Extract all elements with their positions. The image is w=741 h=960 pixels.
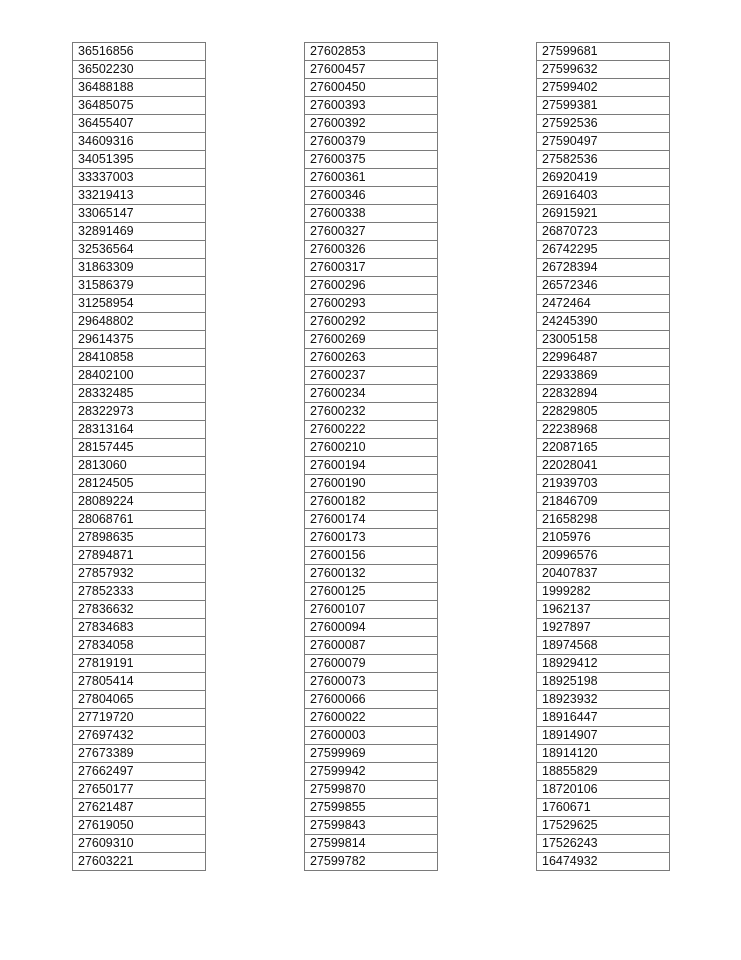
table-cell: 24245390	[537, 313, 670, 331]
table-row	[73, 43, 206, 61]
table-row	[73, 853, 206, 871]
table-row	[73, 709, 206, 727]
table-row	[537, 655, 670, 673]
table-row	[305, 781, 438, 799]
table-row	[537, 151, 670, 169]
table-cell: 27600317	[305, 259, 438, 277]
table-row	[305, 385, 438, 403]
table-cell: 36516856	[73, 43, 206, 61]
table-row	[305, 457, 438, 475]
table-row	[537, 205, 670, 223]
table-row	[73, 835, 206, 853]
table-row	[305, 295, 438, 313]
table-cell: 21658298	[537, 511, 670, 529]
table-row	[537, 763, 670, 781]
table-row	[537, 547, 670, 565]
table-cell: 28313164	[73, 421, 206, 439]
table-row	[73, 223, 206, 241]
table-row	[305, 223, 438, 241]
table-row	[537, 187, 670, 205]
table-cell: 1999282	[537, 583, 670, 601]
table-row	[305, 601, 438, 619]
table-cell: 27600379	[305, 133, 438, 151]
table-row	[73, 565, 206, 583]
table-row	[305, 763, 438, 781]
table-cell: 27599969	[305, 745, 438, 763]
table-row	[305, 835, 438, 853]
table-row	[305, 511, 438, 529]
table-cell: 32891469	[73, 223, 206, 241]
table-row	[305, 691, 438, 709]
table-cell: 26920419	[537, 169, 670, 187]
table-cell: 27599681	[537, 43, 670, 61]
table-row	[305, 349, 438, 367]
table-cell: 22933869	[537, 367, 670, 385]
table-row	[73, 673, 206, 691]
table-cell: 26742295	[537, 241, 670, 259]
table-cell: 22087165	[537, 439, 670, 457]
table-row	[73, 151, 206, 169]
table-row	[73, 439, 206, 457]
table-row	[73, 799, 206, 817]
table-cell: 27836632	[73, 601, 206, 619]
table-row	[537, 421, 670, 439]
table-row	[305, 61, 438, 79]
table-row	[305, 547, 438, 565]
table-cell: 27898635	[73, 529, 206, 547]
table-cell: 28124505	[73, 475, 206, 493]
table-cell: 27600003	[305, 727, 438, 745]
table-row	[537, 781, 670, 799]
table-row	[305, 655, 438, 673]
table-cell: 26728394	[537, 259, 670, 277]
table-row	[537, 133, 670, 151]
table-row	[537, 637, 670, 655]
table-cell: 21846709	[537, 493, 670, 511]
table-cell: 27600237	[305, 367, 438, 385]
table-row	[537, 799, 670, 817]
table-row	[537, 115, 670, 133]
table-row	[305, 331, 438, 349]
table-cell: 27600094	[305, 619, 438, 637]
table-row	[537, 403, 670, 421]
table-cell: 31586379	[73, 277, 206, 295]
table-row	[537, 61, 670, 79]
table-cell: 28332485	[73, 385, 206, 403]
table-row	[305, 799, 438, 817]
table-row	[537, 835, 670, 853]
table-cell: 22996487	[537, 349, 670, 367]
table-cell: 36488188	[73, 79, 206, 97]
table-row	[305, 475, 438, 493]
table-row	[73, 169, 206, 187]
table-row	[73, 601, 206, 619]
table-row	[305, 151, 438, 169]
table-row	[305, 205, 438, 223]
table-cell: 27599782	[305, 853, 438, 871]
table-row	[537, 367, 670, 385]
table-row	[305, 115, 438, 133]
table-cell: 16474932	[537, 853, 670, 871]
table-row	[73, 763, 206, 781]
table-row	[305, 241, 438, 259]
table-row	[73, 349, 206, 367]
table-row	[537, 295, 670, 313]
table-cell: 27662497	[73, 763, 206, 781]
table-row	[537, 439, 670, 457]
table-cell: 27592536	[537, 115, 670, 133]
table-cell: 2105976	[537, 529, 670, 547]
table-cell: 2472464	[537, 295, 670, 313]
table-row	[73, 475, 206, 493]
table-cell: 18916447	[537, 709, 670, 727]
table-cell: 27621487	[73, 799, 206, 817]
table-row	[73, 403, 206, 421]
table-row	[537, 475, 670, 493]
table-cell: 18974568	[537, 637, 670, 655]
table-cell: 27600173	[305, 529, 438, 547]
table-row	[537, 565, 670, 583]
table-row	[73, 781, 206, 799]
table-row	[537, 349, 670, 367]
table-cell: 27599855	[305, 799, 438, 817]
table-cell: 27834683	[73, 619, 206, 637]
table-row	[537, 313, 670, 331]
table-cell: 1962137	[537, 601, 670, 619]
table-cell: 27673389	[73, 745, 206, 763]
table-cell: 27602853	[305, 43, 438, 61]
table-cell: 27852333	[73, 583, 206, 601]
table-row	[73, 133, 206, 151]
table-row	[73, 115, 206, 133]
table-row	[537, 79, 670, 97]
table-row	[73, 727, 206, 745]
table-row	[73, 205, 206, 223]
table-row	[537, 619, 670, 637]
table-cell: 27600234	[305, 385, 438, 403]
table-cell: 27719720	[73, 709, 206, 727]
table-cell: 27804065	[73, 691, 206, 709]
table-cell: 27600194	[305, 457, 438, 475]
table-cell: 27600066	[305, 691, 438, 709]
table-cell: 36502230	[73, 61, 206, 79]
table-cell: 27600232	[305, 403, 438, 421]
table-row	[73, 259, 206, 277]
table-cell: 27600125	[305, 583, 438, 601]
table-cell: 18929412	[537, 655, 670, 673]
table-row	[305, 313, 438, 331]
table-cell: 31863309	[73, 259, 206, 277]
table-cell: 27599402	[537, 79, 670, 97]
table-cell: 26870723	[537, 223, 670, 241]
table-row	[73, 745, 206, 763]
table-cell: 27599870	[305, 781, 438, 799]
table-cell: 27619050	[73, 817, 206, 835]
table-row	[305, 133, 438, 151]
table-cell: 27600087	[305, 637, 438, 655]
table-row	[305, 277, 438, 295]
table-row	[305, 79, 438, 97]
table-cell: 34051395	[73, 151, 206, 169]
table-cell: 27600375	[305, 151, 438, 169]
table-row	[73, 367, 206, 385]
table-cell: 27600327	[305, 223, 438, 241]
table-cell: 27600326	[305, 241, 438, 259]
table-cell: 27600361	[305, 169, 438, 187]
table-row	[73, 421, 206, 439]
number-table-column-1	[72, 42, 206, 871]
table-cell: 27834058	[73, 637, 206, 655]
table-cell: 26916403	[537, 187, 670, 205]
table-cell: 36455407	[73, 115, 206, 133]
table-cell: 27600073	[305, 673, 438, 691]
table-cell: 27600293	[305, 295, 438, 313]
table-row	[73, 187, 206, 205]
table-cell: 21939703	[537, 475, 670, 493]
table-cell: 27590497	[537, 133, 670, 151]
table-cell: 22028041	[537, 457, 670, 475]
table-row	[73, 277, 206, 295]
table-row	[305, 727, 438, 745]
table-row	[73, 61, 206, 79]
table-row	[537, 529, 670, 547]
table-cell: 26572346	[537, 277, 670, 295]
table-cell: 27600174	[305, 511, 438, 529]
table-row	[305, 853, 438, 871]
table-cell: 18925198	[537, 673, 670, 691]
table-cell: 27805414	[73, 673, 206, 691]
table-row	[305, 673, 438, 691]
table-cell: 27600210	[305, 439, 438, 457]
table-cell: 27600450	[305, 79, 438, 97]
table-row	[305, 187, 438, 205]
table-cell: 2813060	[73, 457, 206, 475]
table-cell: 27600107	[305, 601, 438, 619]
table-row	[537, 817, 670, 835]
table-cell: 27599843	[305, 817, 438, 835]
table-row	[537, 583, 670, 601]
table-row	[73, 79, 206, 97]
table-cell: 27600156	[305, 547, 438, 565]
table-row	[537, 43, 670, 61]
table-row	[305, 421, 438, 439]
table-cell: 22238968	[537, 421, 670, 439]
table-cell: 28089224	[73, 493, 206, 511]
table-cell: 18914120	[537, 745, 670, 763]
table-cell: 27600182	[305, 493, 438, 511]
table-cell: 27600296	[305, 277, 438, 295]
table-cell: 1760671	[537, 799, 670, 817]
table-row	[537, 331, 670, 349]
table-cell: 1927897	[537, 619, 670, 637]
table-row	[537, 511, 670, 529]
table-row	[305, 529, 438, 547]
table-cell: 18923932	[537, 691, 670, 709]
table-row	[73, 529, 206, 547]
table-cell: 27600393	[305, 97, 438, 115]
table-cell: 27599632	[537, 61, 670, 79]
table-row	[305, 259, 438, 277]
table-row	[73, 313, 206, 331]
table-row	[537, 223, 670, 241]
table-cell: 36485075	[73, 97, 206, 115]
table-row	[73, 655, 206, 673]
table-row	[537, 673, 670, 691]
table-row	[537, 745, 670, 763]
table-row	[305, 169, 438, 187]
table-row	[537, 601, 670, 619]
table-cell: 22829805	[537, 403, 670, 421]
table-cell: 27600457	[305, 61, 438, 79]
table-cell: 20996576	[537, 547, 670, 565]
table-cell: 33337003	[73, 169, 206, 187]
table-cell: 28410858	[73, 349, 206, 367]
table-cell: 27603221	[73, 853, 206, 871]
table-row	[305, 583, 438, 601]
table-cell: 28322973	[73, 403, 206, 421]
table-row	[73, 295, 206, 313]
table-cell: 18720106	[537, 781, 670, 799]
number-table-column-2	[304, 42, 438, 871]
table-cell: 27650177	[73, 781, 206, 799]
table-cell: 29648802	[73, 313, 206, 331]
table-cell: 33065147	[73, 205, 206, 223]
table-row	[537, 385, 670, 403]
table-cell: 33219413	[73, 187, 206, 205]
table-cell: 27599381	[537, 97, 670, 115]
table-row	[305, 367, 438, 385]
table-cell: 27600263	[305, 349, 438, 367]
table-row	[73, 691, 206, 709]
number-table-column-3	[536, 42, 670, 871]
table-row	[305, 97, 438, 115]
table-row	[305, 439, 438, 457]
table-row	[537, 259, 670, 277]
table-cell: 23005158	[537, 331, 670, 349]
table-row	[73, 817, 206, 835]
table-row	[305, 565, 438, 583]
table-row	[73, 637, 206, 655]
table-cell: 27600338	[305, 205, 438, 223]
table-row	[73, 241, 206, 259]
table-row	[305, 745, 438, 763]
table-cell: 27600079	[305, 655, 438, 673]
table-row	[305, 637, 438, 655]
table-row	[537, 241, 670, 259]
table-row	[537, 853, 670, 871]
table-row	[73, 511, 206, 529]
table-row	[73, 583, 206, 601]
table-cell: 34609316	[73, 133, 206, 151]
table-row	[73, 547, 206, 565]
table-cell: 27582536	[537, 151, 670, 169]
table-row	[73, 97, 206, 115]
table-cell: 27600292	[305, 313, 438, 331]
table-cell: 27600222	[305, 421, 438, 439]
table-cell: 27600269	[305, 331, 438, 349]
table-cell: 27599814	[305, 835, 438, 853]
table-row	[537, 277, 670, 295]
table-row	[73, 493, 206, 511]
table-cell: 29614375	[73, 331, 206, 349]
table-row	[537, 727, 670, 745]
table-cell: 28157445	[73, 439, 206, 457]
table-cell: 27600190	[305, 475, 438, 493]
table-row	[537, 457, 670, 475]
table-row	[73, 457, 206, 475]
table-cell: 27819191	[73, 655, 206, 673]
table-row	[73, 385, 206, 403]
table-cell: 17529625	[537, 817, 670, 835]
table-row	[537, 709, 670, 727]
table-cell: 27599942	[305, 763, 438, 781]
table-row	[305, 403, 438, 421]
table-row	[73, 619, 206, 637]
table-row	[537, 97, 670, 115]
table-row	[305, 619, 438, 637]
table-row	[305, 709, 438, 727]
table-row	[305, 817, 438, 835]
table-row	[73, 331, 206, 349]
table-row	[537, 169, 670, 187]
table-cell: 28402100	[73, 367, 206, 385]
table-row	[537, 691, 670, 709]
table-cell: 27894871	[73, 547, 206, 565]
table-cell: 17526243	[537, 835, 670, 853]
table-cell: 27600132	[305, 565, 438, 583]
table-cell: 27697432	[73, 727, 206, 745]
table-row	[305, 493, 438, 511]
table-cell: 31258954	[73, 295, 206, 313]
table-row	[537, 493, 670, 511]
table-cell: 27600346	[305, 187, 438, 205]
table-cell: 27857932	[73, 565, 206, 583]
table-cell: 26915921	[537, 205, 670, 223]
table-cell: 27600022	[305, 709, 438, 727]
table-cell: 27609310	[73, 835, 206, 853]
table-cell: 22832894	[537, 385, 670, 403]
table-cell: 32536564	[73, 241, 206, 259]
table-cell: 20407837	[537, 565, 670, 583]
table-cell: 27600392	[305, 115, 438, 133]
table-row	[305, 43, 438, 61]
table-cell: 18855829	[537, 763, 670, 781]
table-cell: 28068761	[73, 511, 206, 529]
table-cell: 18914907	[537, 727, 670, 745]
